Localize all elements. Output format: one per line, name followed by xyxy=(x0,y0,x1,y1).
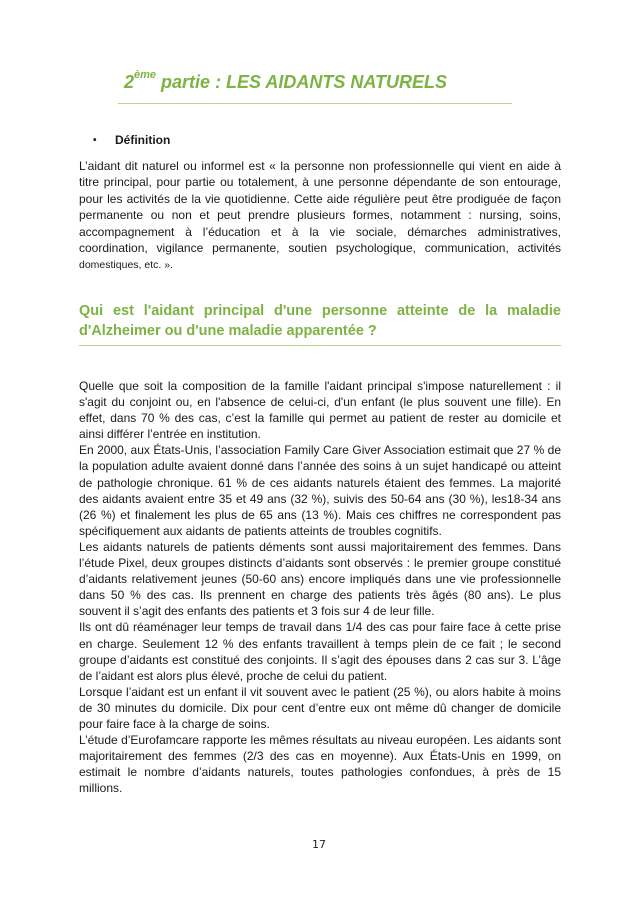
section-heading: Qui est l'aidant principal d'une personne atteinte de la maladie d'Alzheimer ou d'une maladie apparentée ? xyxy=(79,303,561,339)
section-heading-underline xyxy=(79,345,561,346)
paragraph: Lorsque l’aidant est un enfant il vit souvent avec le patient (25 %), ou alors habite à moins de 30 minutes du domicile. Dix pour cent d’entre eux ont même dû changer de domicile pour faire face à la charge de soins. xyxy=(79,684,561,731)
definition-paragraph xyxy=(79,158,561,274)
title-number: 2 xyxy=(124,72,135,92)
body-text xyxy=(79,378,561,796)
title-underline xyxy=(118,103,512,104)
page-number: 17 xyxy=(312,838,326,851)
definition-label: Définition xyxy=(115,133,171,147)
paragraph: L’étude d’Eurofamcare rapporte les mêmes résultats au niveau européen. Les aidants sont majoritairement des femmes (2/3 des cas en moyenne). Aux États-Unis en 1999, on estimait le nombre d’aidants naturels, toutes pathologies confondues, à près de 15 millions. xyxy=(79,733,561,796)
paragraph: Ils ont dû réaménager leur temps de travail dans 1/4 des cas pour faire face à cette prise en charge. Seulement 12 % des enfants travaillent à temps plein de ce fait ; le second groupe d’aidants est constitué des conjoints. Il s’agit des épouses dans 2 cas sur 3. L’âge de l’aidant est alors plus élevé, proche de celui du patient. xyxy=(79,620,561,683)
definition-text: L’aidant dit naturel ou informel est « la personne non professionnelle qui vient en aide à titre principal, pour partie ou totalement, à une personne dépendante de son entourage, pour les activités de la vie quotidienne. Cette aide régulière peut être prodiguée de façon permanente ou non et peut prendre plusieurs formes, notamment : nursing, soins, accompagnement à l’éducation et à la vie sociale, démarches administratives, coordination, vigilance permanente, soutien psychologique, communication, activités xyxy=(79,159,561,256)
paragraph: Quelle que soit la composition de la famille l'aidant principal s'impose naturellement : il s'agit du conjoint ou, en l'absence de celui-ci, d'un enfant (le plus souvent une fille). En effet, dans 70 % des cas, c’est la famille qui permet au patient de rester au domicile et ainsi différer l’entrée en institution. xyxy=(79,379,561,442)
bullet-icon: • xyxy=(93,135,97,146)
definition-bullet-item xyxy=(93,133,170,147)
paragraph: En 2000, aux États-Unis, l’association Family Care Giver Association estimait que 27 % de la population adulte avaient donné dans l’année des soins à un sujet handicapé ou atteint de pathologie chronique. 61 % de ces aidants naturels étaient des femmes. La majorité des aidants avaient entre 35 et 49 ans (32 %), suivis des 50-64 ans (30 %), les18-34 ans (26 %) et finalement les plus de 65 ans (13 %). Mais ces chiffres ne correspondent pas spécifiquement aux aidants de patients atteints de troubles cognitifs. xyxy=(79,443,561,538)
paragraph: Les aidants naturels de patients déments sont aussi majoritairement des femmes. Dans l’étude Pixel, deux groupes distincts d’aidants sont observés : le premier groupe constitué d’aidants relativement jeunes (50-60 ans) encore impliqués dans une vie professionnelle dans 50 % des cas. Ils prennent en charge des patients très âgés (80 ans). Le plus souvent il s’agit des enfants des patients et 3 fois sur 4 de leur fille. xyxy=(79,539,561,619)
definition-text-end: domestiques, etc. ». xyxy=(79,259,173,272)
page-title xyxy=(124,69,448,93)
title-text: partie : LES AIDANTS NATURELS xyxy=(156,72,448,92)
title-superscript: ème xyxy=(134,69,157,81)
